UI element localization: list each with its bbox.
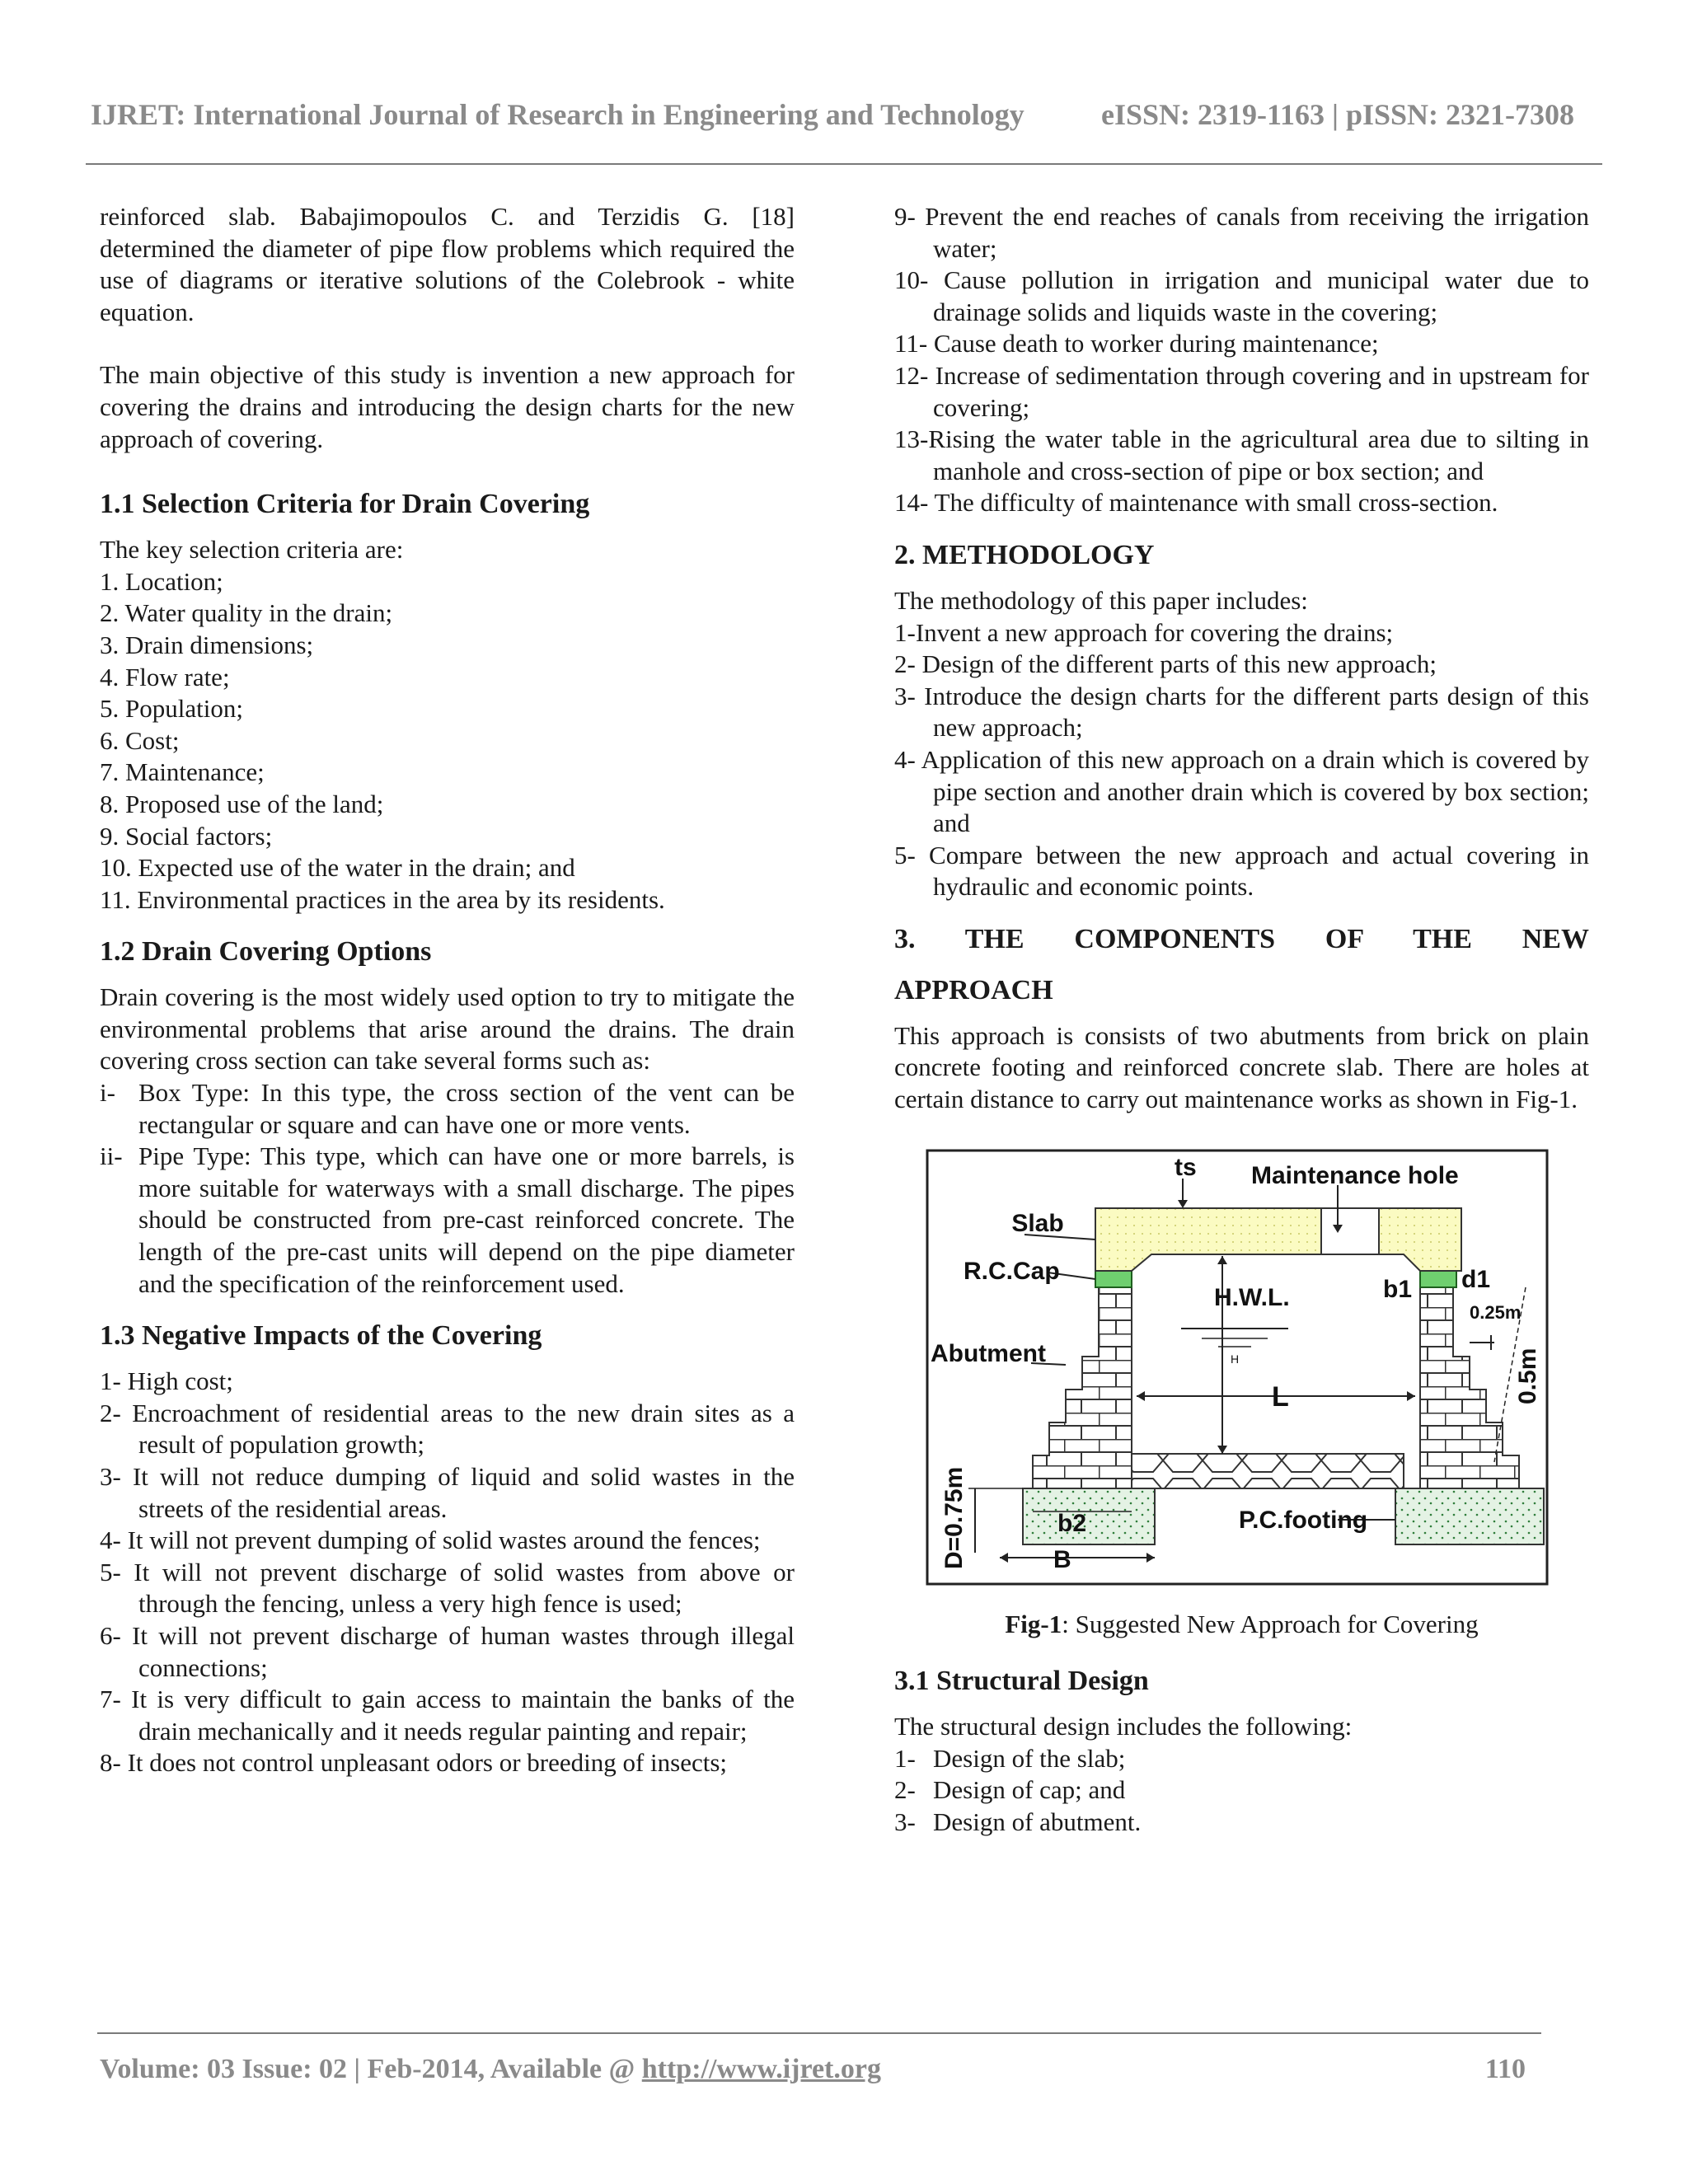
label-b2: b2	[1057, 1509, 1087, 1537]
right-column	[894, 201, 1589, 1839]
list-item: 4. Flow rate;	[100, 662, 230, 691]
list-item: 13-Rising the water table in the agricultural area due to silting in manhole and cross-section of pipe or box section; and	[894, 424, 1589, 485]
impacts-list-continued	[894, 201, 1589, 519]
section-heading: 2. METHODOLOGY	[894, 539, 1155, 570]
label-ts: ts	[1175, 1153, 1197, 1181]
list-item: 7- It is very difficult to gain access to maintain the banks of the drain mechanically and it needs regular painting and repair;	[100, 1685, 795, 1746]
section-heading: 1.1 Selection Criteria for Drain Covering	[100, 489, 590, 520]
list-item: 10- Cause pollution in irrigation and municipal water due to drainage solids and liquids waste in the covering;	[894, 265, 1589, 326]
footing-left	[1023, 1488, 1155, 1544]
label-hwl: H.W.L.	[1214, 1283, 1290, 1311]
list-item: 7. Maintenance;	[100, 757, 265, 787]
label-d1: d1	[1461, 1265, 1491, 1293]
label-0-5m: 0.5m	[1514, 1347, 1541, 1404]
label-B: B	[1053, 1545, 1071, 1573]
footer-link[interactable]: http://www.ijret.org	[641, 2054, 881, 2084]
issn: eISSN: 2319-1163 | pISSN: 2321-7308	[1101, 98, 1574, 131]
list-item	[894, 1807, 1589, 1839]
list-item: 4- It will not prevent dumping of solid wastes around the fences;	[100, 1526, 761, 1555]
list-item: 12- Increase of sedimentation through covering and in upstream for covering;	[894, 360, 1589, 422]
label-0-25m: 0.25m	[1470, 1301, 1522, 1323]
list-text: Pipe Type: This type, which can have one or more barrels, is more suitable for waterways with a small discharge. The pipes should be constructed from pre-cast reinforced concrete. The length of the pre-cast units will depend on the pipe diameter and the specification of the reinforcement used.	[138, 1141, 795, 1298]
footer-rule	[97, 2032, 1541, 2034]
label-abutment: Abutment	[931, 1339, 1046, 1367]
list-number: 1-	[894, 1743, 916, 1773]
list-number: 2-	[894, 1775, 916, 1805]
section-intro: The key selection criteria are:	[100, 535, 404, 565]
page-footer	[100, 2054, 1526, 2085]
list-item: 6- It will not prevent discharge of human wastes through illegal connections;	[100, 1620, 795, 1682]
list-item	[894, 1774, 1589, 1807]
label-pc-footing: P.C.footing	[1239, 1506, 1368, 1534]
paragraph: reinforced slab. Babajimopoulos C. and Terzidis G. [18] determined the diameter of pipe flow problems which required the use of diagrams or iterative solutions of the Colebrook - white equation.	[100, 202, 795, 326]
list-item: 2. Water quality in the drain;	[100, 598, 393, 628]
list-item: 8. Proposed use of the land;	[100, 789, 384, 818]
paragraph: The main objective of this study is invention a new approach for covering the drains and introducing the design charts for the new approach of covering.	[100, 360, 795, 453]
figure-caption-label: Fig-1	[1005, 1609, 1062, 1638]
section-intro: The methodology of this paper includes:	[894, 585, 1308, 615]
journal-header	[91, 97, 1607, 132]
impacts-list	[100, 1366, 795, 1779]
list-item: 9- Prevent the end reaches of canals from receiving the irrigation water;	[894, 202, 1589, 263]
list-text: Design of abutment.	[933, 1807, 1142, 1837]
cap-right	[1420, 1271, 1456, 1287]
label-slab: Slab	[1011, 1209, 1064, 1237]
paragraph: This approach is consists of two abutments from brick on plain concrete footing and reinforced concrete slab. There are holes at certain distance to carry out maintenance works as shown in Fig-1.	[894, 1020, 1589, 1114]
list-item	[100, 1077, 795, 1141]
list-item: 11- Cause death to worker during maintenance;	[894, 329, 1379, 359]
footing-right	[1395, 1488, 1544, 1544]
label-L: L	[1272, 1380, 1289, 1413]
section-heading: 1.2 Drain Covering Options	[100, 936, 432, 968]
list-item: 5. Population;	[100, 694, 243, 724]
methodology-list	[894, 617, 1589, 903]
section-heading: 3. THE COMPONENTS OF THE NEW	[894, 923, 1589, 954]
journal-title: IJRET: International Journal of Research in Engineering and Technology	[91, 98, 1025, 131]
list-item: 4- Application of this new approach on a drain which is covered by pipe section and another drain which is covered by box section; and	[894, 744, 1589, 838]
list-item: 9. Social factors;	[100, 821, 273, 851]
label-H: H	[1231, 1352, 1240, 1366]
list-item: 14- The difficulty of maintenance with small cross-section.	[894, 488, 1498, 518]
list-text: Design of the slab;	[933, 1743, 1126, 1773]
list-item: 1. Location;	[100, 566, 223, 596]
list-text: Box Type: In this type, the cross section of the vent can be rectangular or square and can have one or more vents.	[138, 1078, 795, 1139]
list-item	[100, 1141, 795, 1300]
section-heading: 1.3 Negative Impacts of the Covering	[100, 1320, 542, 1352]
list-item: 3. Drain dimensions;	[100, 630, 314, 659]
list-item: 11. Environmental practices in the area by its residents.	[100, 884, 665, 914]
list-item: 5- Compare between the new approach and actual covering in hydraulic and economic points.	[894, 840, 1589, 902]
label-maintenance-hole: Maintenance hole	[1251, 1161, 1459, 1189]
list-number: 3-	[894, 1807, 916, 1837]
header-rule	[86, 163, 1602, 165]
list-item: 8- It does not control unpleasant odors or breeding of insects;	[100, 1748, 728, 1778]
section-heading-cont: APPROACH	[894, 974, 1053, 1005]
figure-caption	[894, 1609, 1589, 1641]
list-item: 5- It will not prevent discharge of solid wastes from above or through the fencing, unless a very high fence is used;	[100, 1557, 795, 1619]
list-item: 3- It will not reduce dumping of liquid and solid wastes in the streets of the residential areas.	[100, 1462, 795, 1523]
list-item: 3- Introduce the design charts for the different parts design of this new approach;	[894, 681, 1589, 743]
section-intro: The structural design includes the following:	[894, 1712, 1353, 1741]
stone-bed	[1132, 1454, 1404, 1488]
list-item: 1-Invent a new approach for covering the drains;	[894, 617, 1394, 647]
list-item: 10. Expected use of the water in the drain; and	[100, 853, 575, 883]
figure-caption-text: : Suggested New Approach for Covering	[1062, 1609, 1479, 1638]
figure-1	[926, 1149, 1549, 1586]
page-number: 110	[1484, 2054, 1526, 2084]
list-item	[894, 1743, 1589, 1775]
list-number: i-	[100, 1078, 115, 1108]
cap-left	[1095, 1271, 1132, 1287]
label-D: D=0.75m	[940, 1466, 968, 1569]
list-text: Design of cap; and	[933, 1775, 1126, 1805]
label-b1: b1	[1383, 1275, 1413, 1303]
drain-cover-diagram	[926, 1149, 1549, 1586]
label-rc-cap: R.C.Cap	[964, 1257, 1060, 1285]
list-item: 2- Encroachment of residential areas to the new drain sites as a result of population growth;	[100, 1398, 795, 1460]
section-intro: Drain covering is the most widely used option to try to mitigate the environmental problems that arise around the drains. The drain covering cross section can take several forms such as:	[100, 982, 795, 1076]
footer-volume: Volume: 03 Issue: 02 | Feb-2014, Available @	[100, 2054, 642, 2084]
list-item: 1- High cost;	[100, 1366, 233, 1396]
list-item: 2- Design of the different parts of this new approach;	[894, 649, 1437, 679]
list-item: 6. Cost;	[100, 725, 180, 755]
criteria-list	[100, 566, 795, 916]
left-column	[100, 201, 795, 1779]
section-heading: 3.1 Structural Design	[894, 1666, 1149, 1697]
list-number: ii-	[100, 1141, 123, 1171]
maintenance-hole	[1321, 1208, 1379, 1254]
